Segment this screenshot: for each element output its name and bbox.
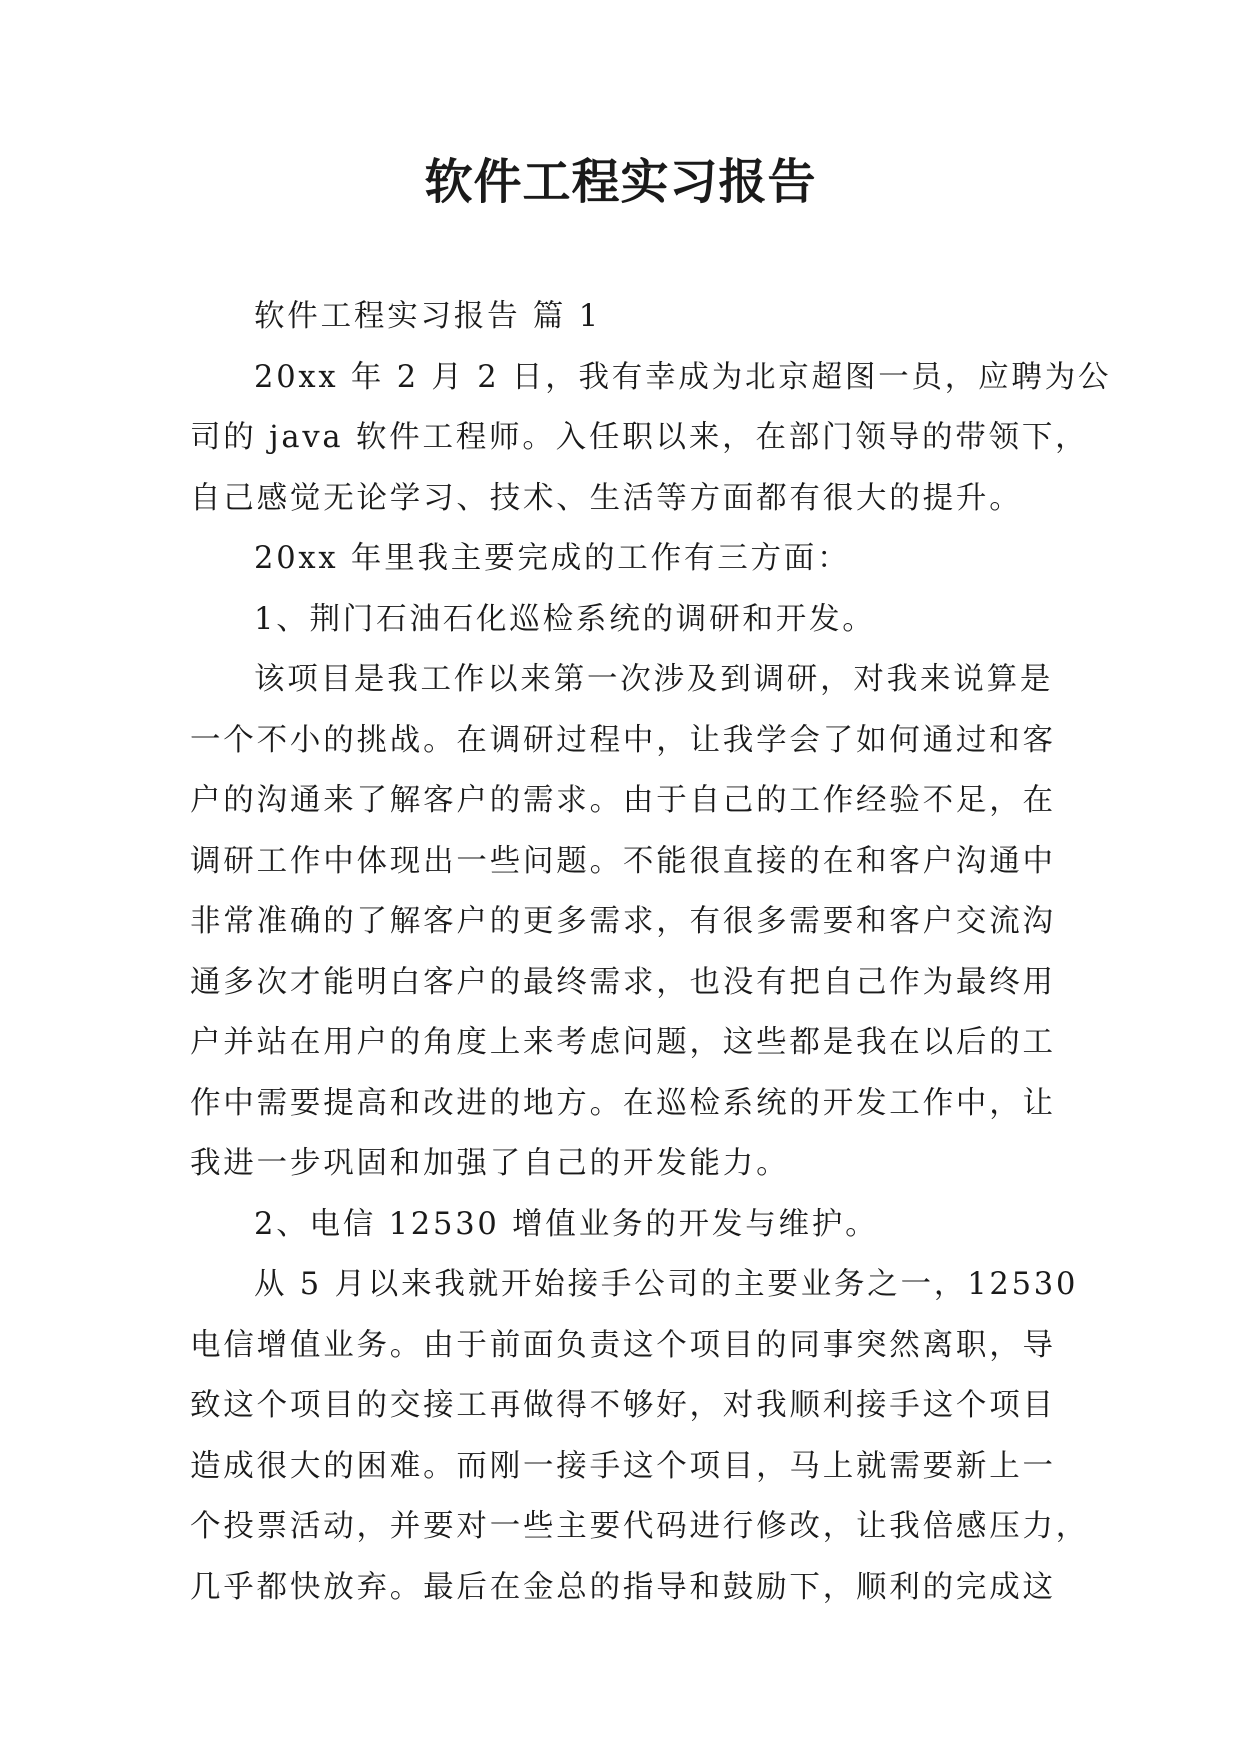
text-line: 20xx 年里我主要完成的工作有三方面：: [254, 541, 851, 576]
text-line: 自己感觉无论学习、技术、生活等方面都有很大的提升。: [190, 480, 1023, 516]
text-line: 通多次才能明白客户的最终需求，也没有把自己作为最终用: [190, 964, 1056, 1000]
text-line: 致这个项目的交接工再做得不够好，对我顺利接手这个项目: [190, 1388, 1056, 1423]
text-line: 一个不小的挑战。在调研过程中，让我学会了如何通过和客: [190, 722, 1056, 758]
text-line: 户并站在用户的角度上来考虑问题，这些都是我在以后的工: [190, 1025, 1056, 1060]
text-line: 1、荆门石油石化巡检系统的调研和开发。: [254, 601, 876, 637]
text-line: 作中需要提高和改进的地方。在巡检系统的开发工作中，让: [190, 1085, 1056, 1121]
document-body: [190, 287, 1112, 1618]
text-line: 电信增值业务。由于前面负责这个项目的同事突然离职，导: [190, 1327, 1056, 1363]
text-line: 调研工作中体现出一些问题。不能很直接的在和客户沟通中: [190, 843, 1056, 879]
text-line: 非常准确的了解客户的更多需求，有很多需要和客户交流沟: [190, 904, 1056, 939]
text-line: 该项目是我工作以来第一次涉及到调研，对我来说算是: [254, 662, 1054, 697]
text-line: 几乎都快放弃。最后在金总的指导和鼓励下，顺利的完成这: [190, 1569, 1056, 1605]
text-line: 软件工程实习报告 篇 1: [254, 299, 601, 334]
text-line: 造成很大的困难。而刚一接手这个项目，马上就需要新上一: [190, 1448, 1056, 1484]
document-title: 软件工程实习报告: [424, 154, 817, 210]
text-line: 司的 java 软件工程师。入任职以来，在部门领导的带领下，: [190, 420, 1089, 455]
text-line: 个投票活动，并要对一些主要代码进行修改，让我倍感压力，: [190, 1509, 1090, 1544]
text-line: 户的沟通来了解客户的需求。由于自己的工作经验不足，在: [190, 783, 1056, 818]
text-line: 2、电信 12530 增值业务的开发与维护。: [254, 1206, 879, 1242]
text-line: 20xx 年 2 月 2 日，我有幸成为北京超图一员，应聘为公: [254, 359, 1112, 395]
text-line: 从 5 月以来我就开始接手公司的主要业务之一，12530: [254, 1267, 1079, 1302]
text-line: 我进一步巩固和加强了自己的开发能力。: [190, 1146, 790, 1181]
